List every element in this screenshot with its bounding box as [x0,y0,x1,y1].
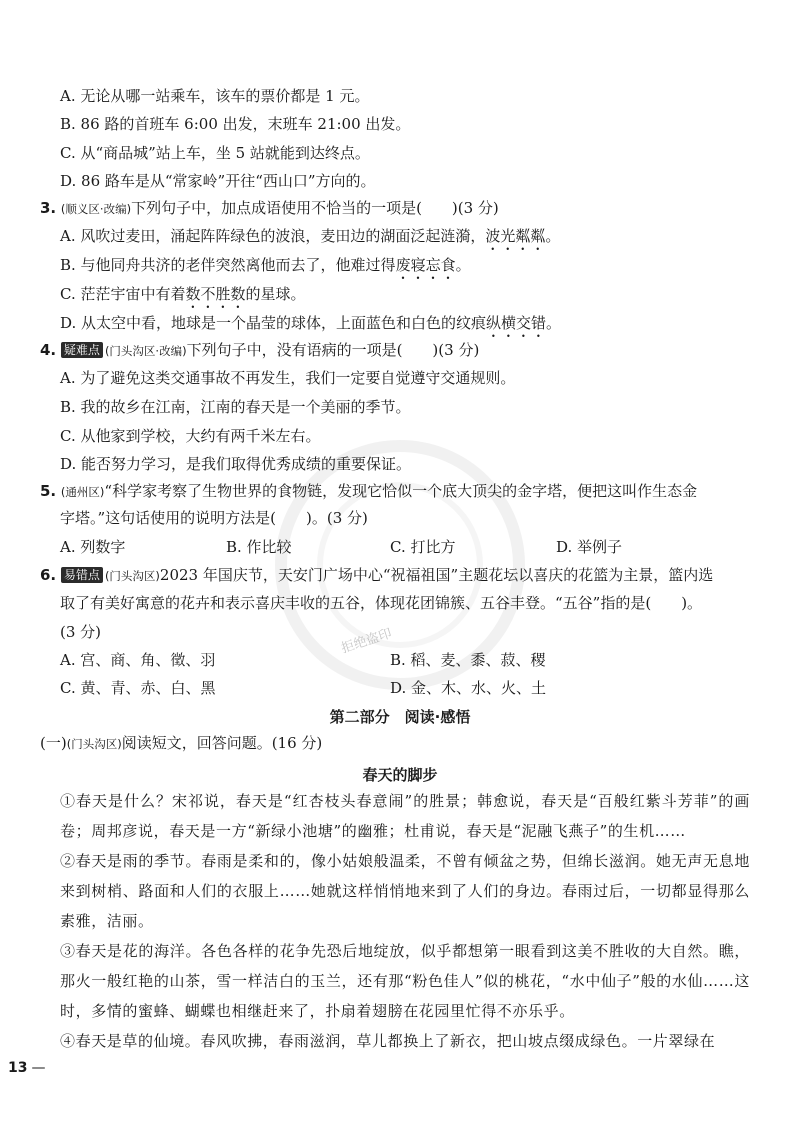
q4-option-c: C. 从他家到学校，大约有两千米左右。 [60,427,321,445]
footer-dash: — [31,1060,46,1076]
q6-question-line1: 2023 年国庆节，天安门广场中心“祝福祖国”主题花坛以喜庆的花篮为主景，篮内选 [159,566,714,584]
q5-option-c: C. 打比方 [390,538,456,556]
q5-option-d: D. 举例子 [556,538,623,556]
page-footer [8,1060,45,1076]
q3-source: (顺义区·改编) [60,202,132,216]
q4-option-a: A. 为了避免这类交通事故不再发生，我们一定要自觉遵守交通规则。 [60,369,516,387]
passage-paragraph-2: ②春天是雨的季节。春雨是柔和的，像小姑娘般温柔，不曾有倾盆之势，但绵长滋润。她无声无息地来到树梢、路面和人们的衣服上……她就这样悄悄地来到了人们的身边。春雨过后，一切都显得那么素雅，洁丽。 [60,852,750,930]
q4-option-d: D. 能否努力学习，是我们取得优秀成绩的重要保证。 [60,455,412,473]
q2-option-d: D. 86 路车是从“常家岭”开往“西山口”方向的。 [60,172,376,190]
part2-section-stem [40,733,760,754]
q3-option-a: A. 风吹过麦田，涌起阵阵绿色的波浪，麦田边的湖面泛起涟漪，波光粼粼。 [60,227,561,245]
q5-number: 5. [40,482,57,500]
q3-option-d-idiom: 纵横交错 [486,314,547,332]
passage-paragraph-4: ④春天是草的仙境。春风吹拂，春雨滋润，草儿都换上了新衣，把山坡点缀成绿色。一片翠绿在 [60,1032,716,1050]
q6-tag: 易错点 [61,567,103,583]
q3-option-b: B. 与他同舟共济的老伴突然离他而去了，他难过得废寝忘食。 [60,256,471,274]
q2-option-b: B. 86 路的首班车 6:00 出发，末班车 21:00 出发。 [60,115,411,133]
q6-option-a: A. 宫、商、角、徵、羽 [60,651,216,669]
q6-stem [40,565,760,586]
q2-option-a: A. 无论从哪一站乘车，该车的票价都是 1 元。 [60,87,370,105]
q3-option-a-idiom: 波光粼粼 [485,227,546,245]
q6-number: 6. [40,566,57,584]
q6-source: (门头沟区) [104,569,160,583]
q5-source: (通州区) [60,485,105,499]
q5-stem [40,481,760,502]
section-number: (一) [40,734,67,752]
q3-option-c-idiom: 数不胜数 [185,285,246,303]
page-number: 13 [8,1060,28,1076]
section-source: (门头沟区) [66,737,122,751]
part2-heading: 第二部分 阅读·感悟 [329,708,471,726]
q3-option-c: C. 茫茫宇宙中有着数不胜数的星球。 [60,285,306,303]
q3-option-d: D. 从太空中看，地球是一个晶莹的球体，上面蓝色和白色的纹痕纵横交错。 [60,314,562,332]
q4-stem [40,340,760,361]
q6-option-b: B. 稻、麦、黍、菽、稷 [390,651,546,669]
q5-option-b: B. 作比较 [226,538,292,556]
q4-source: (门头沟区·改编) [104,344,187,358]
q6-option-c: C. 黄、青、赤、白、黑 [60,679,216,697]
q5-question-line2: 字塔。”这句话使用的说明方法是( )。(3 分) [60,509,368,527]
passage-paragraph-3: ③春天是花的海洋。各色各样的花争先恐后地绽放，似乎都想第一眼看到这美不胜收的大自然。瞧，那火一般红艳的山茶，雪一样洁白的玉兰，还有那“粉色佳人”似的桃花，“水中仙子”般的水仙……这时，多情的蜜蜂、蝴蝶也相继赶来了，扑扇着翅膀在花园里忙得不亦乐乎。 [60,942,750,1020]
q4-option-b: B. 我的故乡在江南，江南的春天是一个美丽的季节。 [60,398,411,416]
q3-stem [40,198,760,219]
watermark-text: 拒绝盗印 [339,626,394,657]
q3-question: 下列句子中，加点成语使用不恰当的一项是( )(3 分) [131,199,499,217]
q4-question: 下列句子中，没有语病的一项是( )(3 分) [186,341,480,359]
q5-question-line1: “科学家考察了生物世界的食物链，发现它恰似一个底大顶尖的金字塔，便把这叫作生态金 [104,482,698,500]
q6-option-d: D. 金、木、水、火、土 [390,679,547,697]
q3-option-b-idiom: 废寝忘食 [395,256,456,274]
passage-title: 春天的脚步 [362,766,438,784]
passage-paragraph-1: ①春天是什么？宋祁说，春天是“红杏枝头春意闹”的胜景；韩愈说，春天是“百般红紫斗芳菲”的画卷；周邦彦说，春天是一方“新绿小池塘”的幽雅；杜甫说，春天是“泥融飞燕子”的生机…… [60,792,750,840]
section-question: 阅读短文，回答问题。(16 分) [121,734,323,752]
q4-tag: 疑难点 [61,342,103,358]
q2-option-c: C. 从“商品城”站上车，坐 5 站就能到达终点。 [60,144,370,162]
q4-number: 4. [40,341,57,359]
q3-number: 3. [40,199,57,217]
q6-question-line2: 取了有美好寓意的花卉和表示喜庆丰收的五谷，体现花团锦簇、五谷丰登。“五谷”指的是( )。 [60,594,703,612]
q6-score: (3 分) [60,623,102,641]
q5-option-a: A. 列数字 [60,538,126,556]
